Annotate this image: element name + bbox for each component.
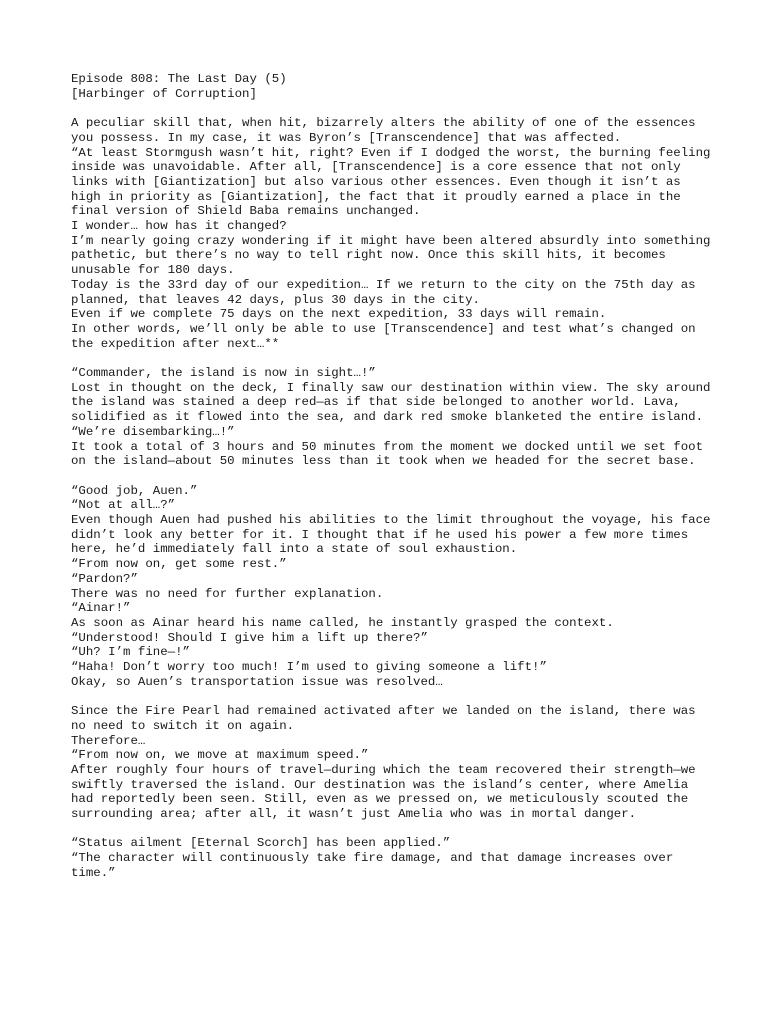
paragraph-block bbox=[71, 836, 711, 880]
text-line: In other words, we’ll only be able to use [Transcendence] and test what’s changed on the expedition after next…** bbox=[71, 321, 704, 351]
text-line: A peculiar skill that, when hit, bizarrely alters the ability of one of the essences you possess. In my case, it was Byron’s [Transcendence] that was affected. bbox=[71, 116, 704, 145]
text-line: I wonder… how has it changed? bbox=[71, 219, 287, 234]
text-line: Today is the 33rd day of our expedition… If we return to the city on the 75th day as planned, that leaves 42 days, plus 30 days in the city. bbox=[71, 277, 704, 307]
text-line: Since the Fire Pearl had remained activated after we landed on the island, there was no need to switch it on again. bbox=[71, 704, 704, 733]
text-line: Even if we complete 75 days on the next expedition, 33 days will remain. bbox=[71, 307, 607, 322]
episode-title: Episode 808: The Last Day (5) bbox=[71, 72, 287, 86]
text-line: “From now on, get some rest.” bbox=[71, 557, 287, 572]
text-line: “Haha! Don’t worry too much! I’m used to giving someone a lift!” bbox=[71, 660, 547, 675]
text-line: Lost in thought on the deck, I finally saw our destination within view. The sky around the island was stained a deep red—as if that side belonged to another world. Lava, solidified as it flowed into the sea, and dark red smoke blanketed the entire island. bbox=[71, 380, 718, 425]
chapter-subtitle: [Harbinger of Corruption] bbox=[71, 86, 257, 101]
text-line: “Status ailment [Eternal Scorch] has been applied.” bbox=[71, 836, 451, 851]
text-line: “Good job, Auen.” bbox=[71, 483, 198, 498]
text-line: “Ainar!” bbox=[71, 601, 131, 616]
text-line: Therefore… bbox=[71, 733, 146, 748]
text-line: “Not at all…?” bbox=[71, 498, 176, 513]
text-line: “We’re disembarking…!” bbox=[71, 424, 235, 439]
text-line: There was no need for further explanation. bbox=[71, 586, 384, 601]
text-line: As soon as Ainar heard his name called, he instantly grasped the context. bbox=[71, 615, 614, 630]
text-line: “Uh? I’m fine—!” bbox=[71, 645, 190, 660]
document-page bbox=[71, 72, 718, 895]
paragraph-block bbox=[71, 72, 711, 101]
text-line: “The character will continuously take fire damage, and that damage increases over time.” bbox=[71, 851, 681, 880]
paragraph-block bbox=[71, 366, 718, 469]
text-line: After roughly four hours of travel—during which the team recovered their strength—we swiftly traversed the island. Our destination was the island’s center, where Amelia had reportedly been seen. Still, even as we pressed on, we meticulously scouted the surrounding area; after all, it wasn’t just Amelia who was in mortal danger. bbox=[71, 762, 704, 822]
text-line: “Commander, the island is now in sight…!” bbox=[71, 366, 376, 381]
paragraph-block bbox=[71, 704, 711, 822]
text-line: “From now on, we move at maximum speed.” bbox=[71, 748, 369, 763]
text-line: I’m nearly going crazy wondering if it might have been altered absurdly into something pathetic, but there’s no way to tell right now. Once this skill hits, it becomes unusable for 180 days. bbox=[71, 233, 718, 278]
text-line: “Understood! Should I give him a lift up there?” bbox=[71, 630, 428, 645]
paragraph-block bbox=[71, 116, 718, 351]
text-line: “At least Stormgush wasn’t hit, right? Even if I dodged the worst, the burning feeling inside was unavoidable. After all, [Transcendence] is a core essence that not only links with [Giantization] but also various other essences. Even though it isn’t as high in priority as [Giantization], the fact that it proudly earned a place in the final version of Shield Baba remains unchanged. bbox=[71, 145, 718, 219]
text-line: “Pardon?” bbox=[71, 571, 138, 586]
text-line: It took a total of 3 hours and 50 minutes from the moment we docked until we set foot on the island—about 50 minutes less than it took when we headed for the secret base. bbox=[71, 439, 711, 469]
paragraph-block bbox=[71, 483, 718, 690]
text-line: Okay, so Auen’s transportation issue was resolved… bbox=[71, 674, 443, 689]
text-line: Even though Auen had pushed his abilities to the limit throughout the voyage, his face didn’t look any better for it. I thought that if he used his power a few more times here, he’d immediately fall into a state of soul exhaustion. bbox=[71, 513, 718, 557]
